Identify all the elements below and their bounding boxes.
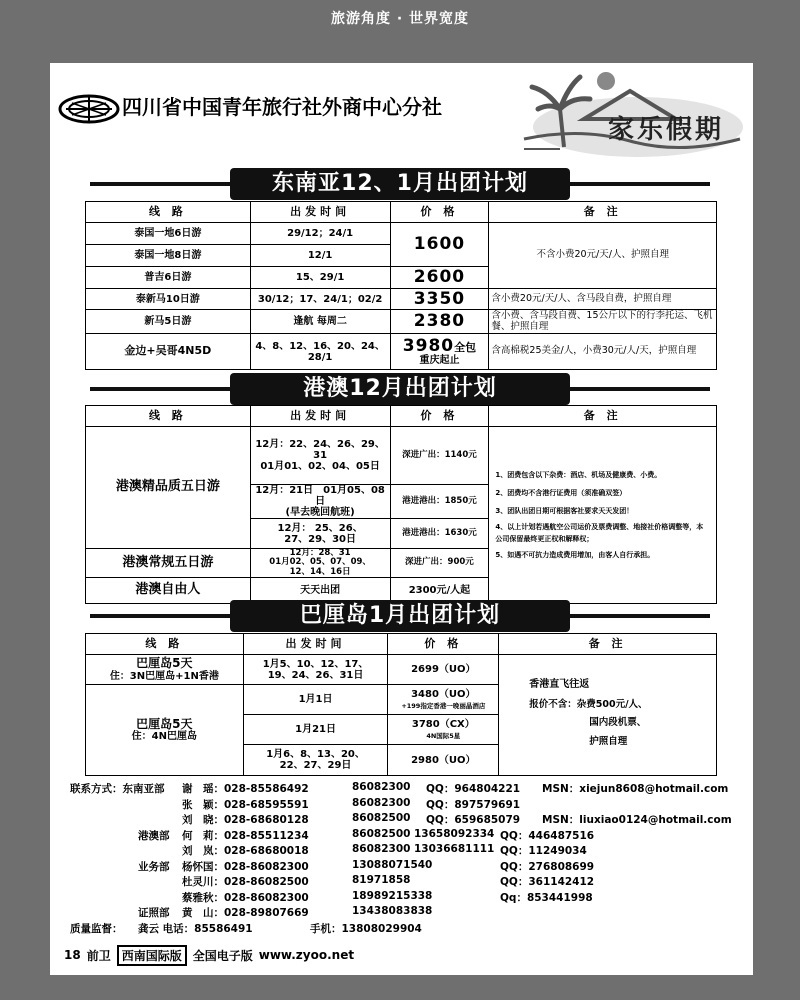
contact-phone: 86082300 [352, 796, 411, 809]
contact-qq: QQ：659685079 [426, 814, 521, 826]
contact-phone: 86082500 [352, 827, 411, 840]
brand-block [520, 69, 745, 161]
contact-row [70, 797, 750, 813]
edition-box: 西南国际版 [117, 945, 187, 966]
contact-row [70, 843, 750, 859]
note-line: 4、以上计划若遇航空公司运价及票费调整、地接社价格调整等，本公司保留最终更正权和解释权； [495, 522, 704, 544]
contact-mobile: 13658092334 [414, 827, 495, 840]
header [50, 63, 753, 163]
route-cell [86, 685, 244, 776]
date-cell: 12/1 [250, 245, 390, 267]
note-cell [499, 655, 717, 776]
cyts-logo-icon [58, 93, 120, 125]
date-cell [250, 427, 390, 485]
route-cell: 港澳自由人 [86, 578, 251, 604]
price-value: 3480（UO） [411, 688, 476, 700]
price-cell: 2699（UO） [388, 655, 499, 685]
date-line: 19、24、26、31日 [267, 669, 364, 681]
route-cell: 泰国一地6日游 [86, 223, 251, 245]
note-line: 5、如遇不可抗力造成费用增加，由客人自行承担。 [495, 550, 655, 559]
contact-row [70, 859, 750, 875]
date-line: 12月：28、31 [289, 548, 351, 558]
col-route: 线 路 [86, 634, 244, 655]
price-sub: +199指定香港一晚丽晶酒店 [401, 701, 486, 710]
date-cell: 15、29/1 [250, 267, 390, 289]
date-cell: 30/12；17、24/1；02/2 [250, 289, 390, 310]
table-row [86, 655, 717, 685]
price-sub: 4N国际5星 [426, 731, 461, 740]
date-line: 1月6、8、13、20、 [266, 749, 365, 760]
contact-qq: Qq：853441998 [500, 891, 593, 904]
route-sub: 住：4N巴厘岛 [131, 731, 197, 743]
contact-dept: 港澳部 [138, 829, 170, 842]
contact-person: 黄 山：028-89807669 [182, 907, 309, 919]
contact-person: 张 颖：028-68595591 [182, 798, 309, 811]
note-line: 护照自理 [589, 735, 628, 747]
col-note: 备 注 [489, 406, 717, 427]
price-cell [388, 685, 499, 715]
note-cell: 含高棉税25美金/人，小费30元/人/天，护照自理 [489, 334, 717, 370]
note-line: 3、团队出团日期可根据客社要求天天发团！ [495, 507, 634, 516]
bali-banner: 巴厘岛1月出团计划 [230, 600, 570, 632]
col-date: 出发时间 [250, 406, 390, 427]
contact-msn: MSN：xiejun8608@hotmail.com [542, 783, 729, 795]
price-cell: 2980（UO） [388, 745, 499, 776]
price-cell: 2600 [390, 267, 489, 289]
contact-person: 杜灵川：028-86082500 [182, 876, 309, 888]
col-price: 价 格 [388, 634, 499, 655]
price-cell: 港进港出：1850元 [390, 485, 489, 519]
route-cell: 港澳常规五日游 [86, 549, 251, 578]
contact-phone: 13438083838 [352, 905, 433, 917]
date-cell [250, 485, 390, 519]
date-line: 01月02、05、07、09、 [269, 557, 371, 568]
date-cell [243, 655, 388, 685]
route-cell: 新马5日游 [86, 310, 251, 334]
price-cell [390, 334, 489, 370]
table-row [86, 223, 717, 245]
date-line: 01月01、02、04、05日 [260, 461, 380, 472]
route-cell: 泰新马10日游 [86, 289, 251, 310]
price-sub: 重庆起止 [419, 355, 460, 367]
contact-person: 谢 瑶：028-85586492 [182, 783, 309, 795]
note-cell: 含小费、含马段自费、15公斤以下的行李托运、飞机餐、护照自理 [489, 310, 717, 334]
footer [64, 945, 354, 965]
price-cell: 3350 [390, 289, 489, 310]
price-cell: 2300元/人起 [390, 578, 489, 604]
price-cell: 深进广出：1140元 [390, 427, 489, 485]
contact-qq: QQ：361142412 [500, 876, 595, 888]
contact-row [70, 921, 750, 937]
note-title: 香港直飞往返 [529, 679, 590, 691]
contact-dept: 业务部 [138, 860, 170, 873]
hkm-banner: 港澳12月出团计划 [230, 373, 570, 405]
note-line: 国内段机票、 [589, 717, 647, 729]
route-cell: 金边+吴哥4N5D [86, 334, 251, 370]
col-price: 价 格 [390, 202, 489, 223]
date-line: 27、29、30日 [284, 533, 356, 545]
note-line: 1、团费包含以下杂费：酒店、机场及健康费、小费。 [495, 471, 662, 480]
date-line: (早去晚回航班) [285, 507, 355, 518]
date-cell: 1月1日 [243, 685, 388, 715]
contact-person: 龚云 电话：85586491 [138, 922, 253, 935]
contact-qq: QQ：11249034 [500, 845, 587, 857]
note-cell: 不含小费20元/天/人、护照自理 [489, 223, 717, 289]
table-row [86, 289, 717, 310]
note-cell: 含小费20元/天/人、含马段自费，护照自理 [489, 289, 717, 310]
contact-row [70, 905, 750, 921]
table-row [86, 427, 717, 485]
date-line: 12月： 25、26、 [277, 522, 363, 534]
date-line: 12月：22、24、26、29、31 [255, 439, 385, 461]
contacts [70, 781, 750, 936]
col-route: 线 路 [86, 406, 251, 427]
page-number: 18 [64, 948, 81, 962]
contact-person: 刘 晓：028-68680128 [182, 814, 309, 826]
date-cell [250, 549, 390, 578]
col-date: 出发时间 [243, 634, 388, 655]
contact-qq: QQ：446487516 [500, 829, 595, 842]
contact-person: 何 莉：028-85511234 [182, 829, 309, 842]
note-line: 2、团费均不含港行证费用（须准确双签） [495, 489, 627, 498]
col-note: 备 注 [489, 202, 717, 223]
page-sheet [50, 63, 753, 975]
contact-person: 蔡雅秋：028-86082300 [182, 891, 309, 904]
contact-dept: 证照部 [138, 907, 170, 919]
price-suffix: 全包 [454, 340, 477, 354]
contact-row [70, 874, 750, 890]
route-cell: 港澳精品质五日游 [86, 427, 251, 549]
col-note: 备 注 [499, 634, 717, 655]
contact-phone: 18989215338 [352, 889, 433, 902]
table-row [86, 334, 717, 370]
date-line: 1月5、10、12、17、 [262, 658, 369, 670]
brand-name: 家乐假期 [608, 115, 725, 145]
contact-row [70, 781, 750, 797]
contact-row [70, 812, 750, 828]
date-cell [243, 745, 388, 776]
hkm-table [85, 405, 717, 604]
date-cell: 逢航 每周二 [250, 310, 390, 334]
contact-dept: 联系方式：东南亚部 [70, 783, 165, 795]
price-cell: 港进港出：1630元 [390, 519, 489, 549]
notes-cell [489, 427, 717, 604]
route-name: 巴厘岛5天 [136, 716, 193, 731]
route-name: 巴厘岛5天 [136, 656, 193, 671]
date-cell: 1月21日 [243, 715, 388, 745]
route-sub: 住：3N巴厘岛+1N香港 [109, 670, 219, 682]
date-cell [250, 519, 390, 549]
bali-table [85, 633, 717, 776]
contact-row [70, 828, 750, 844]
table-row [86, 310, 717, 334]
contact-phone: 86082500 [352, 812, 411, 824]
contact-phone: 手机：13808029904 [310, 922, 422, 935]
route-cell [86, 655, 244, 685]
sea-banner: 东南亚12、1月出团计划 [230, 168, 570, 200]
date-line: 12、14、16日 [289, 566, 351, 577]
contact-dept: 质量监督： [70, 922, 123, 935]
contact-qq: QQ：897579691 [426, 798, 521, 811]
price-cell: 1600 [390, 223, 489, 267]
magazine-name: 前卫 [86, 948, 111, 963]
website-link[interactable]: www.zyoo.net [258, 948, 355, 962]
contact-mobile: 13036681111 [414, 843, 495, 855]
route-cell: 普吉6日游 [86, 267, 251, 289]
sea-table [85, 201, 717, 370]
date-cell: 天天出团 [250, 578, 390, 604]
price-cell: 深进广出：900元 [390, 549, 489, 578]
contact-person: 刘 岚：028-68680018 [182, 845, 309, 857]
edition-label: 全国电子版 [192, 948, 253, 963]
date-line: 12月：21日 01月05、08日 [255, 485, 385, 507]
date-cell: 4、8、12、16、20、24、28/1 [250, 334, 390, 370]
price-cell [388, 715, 499, 745]
price-value: 3980 [402, 335, 455, 356]
contact-person: 杨怀国：028-86082300 [182, 860, 309, 873]
col-date: 出发时间 [250, 202, 390, 223]
contact-row [70, 890, 750, 906]
route-cell: 泰国一地8日游 [86, 245, 251, 267]
contact-phone: 81971858 [352, 874, 411, 886]
contact-msn: MSN：liuxiao0124@hotmail.com [542, 814, 732, 826]
price-cell: 2380 [390, 310, 489, 334]
contact-phone: 13088071540 [352, 858, 433, 871]
contact-qq: QQ：964804221 [426, 783, 521, 795]
contact-phone: 86082300 [352, 843, 411, 855]
note-line: 报价不含：杂费500元/人、 [529, 699, 648, 711]
company-name: 四川省中国青年旅行社外商中心分社 [122, 95, 442, 119]
contact-qq: QQ：276808699 [500, 860, 595, 873]
col-route: 线 路 [86, 202, 251, 223]
date-line: 22、27、29日 [279, 760, 352, 771]
date-cell: 29/12；24/1 [250, 223, 390, 245]
top-tagline: 旅游角度 · 世界宽度 [330, 11, 470, 27]
col-price: 价 格 [390, 406, 489, 427]
contact-phone: 86082300 [352, 781, 411, 793]
price-value: 3780（CX） [411, 718, 475, 730]
